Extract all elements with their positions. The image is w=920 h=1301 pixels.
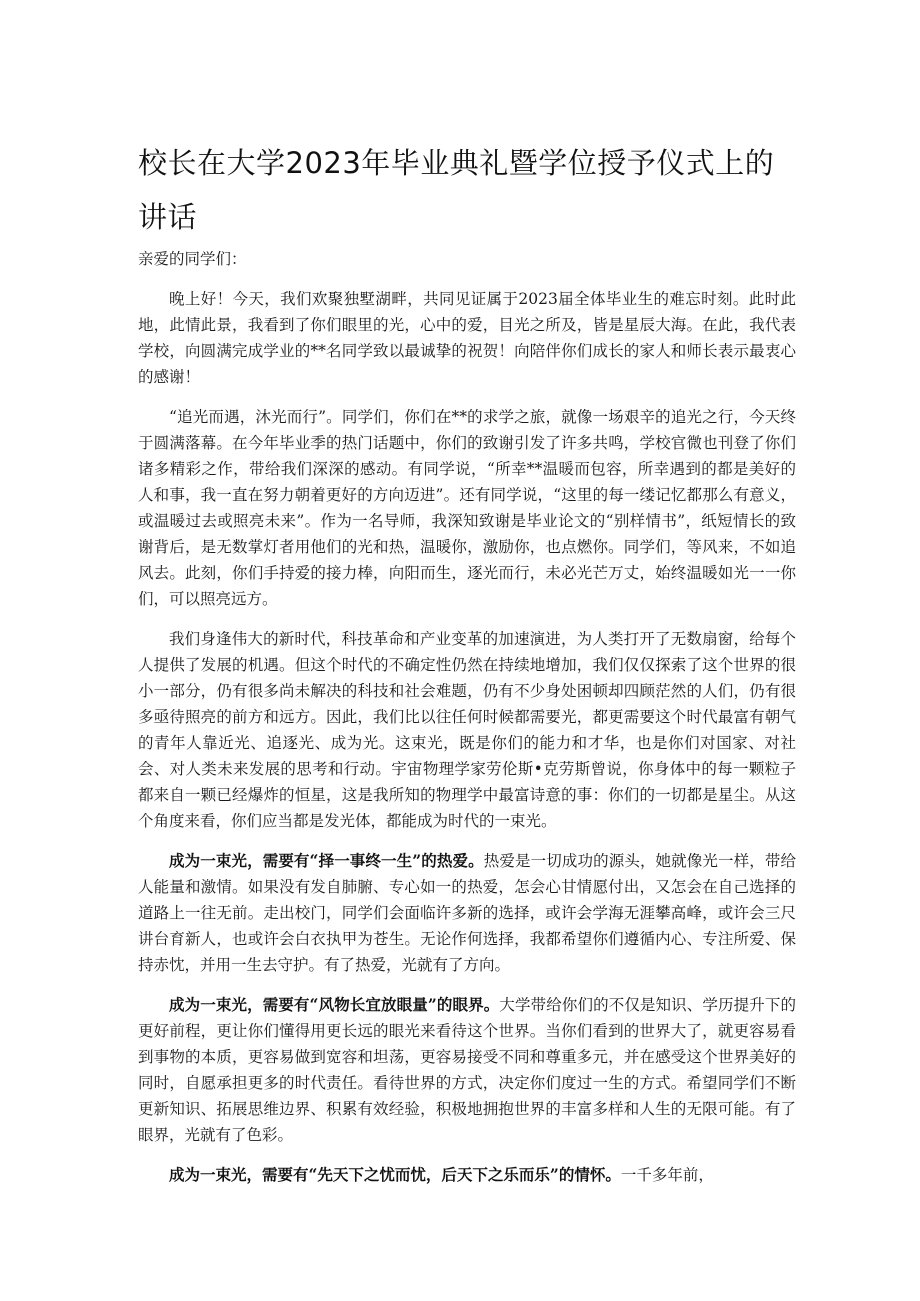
paragraph-text: 我们身逢伟大的新时代，科技革命和产业变革的加速演进，为人类打开了无数扇窗，给每个人提供了发展的机遇。但这个时代的不确定性仍然在持续地增加，我们仅仅探索了这个世界的很小一部分，仍有很多尚未解决的科技和社会难题，仍有不少身处困顿却四顾茫然的人们，仍有很多亟待照亮的前方和远方。因此，我们比以往任何时候都需要光，都更需要这个时代最富有朝气的青年人靠近光、追逐光、成为光。这束光，既是你们的能力和才华，也是你们对国家、对社会、对人类未来发展的思考和行动。宇宙物理学家劳伦斯•克劳斯曾说，你身体中的每一颗粒子都来自一颗已经爆炸的恒星，这是我所知的物理学中最富诗意的事：你们的一切都是星尘。从这个角度来看，你们应当都是发光体，都能成为时代的一束光。 (138, 630, 796, 830)
paragraph-4 (138, 848, 796, 978)
paragraph-text: 一千多年前， (620, 1166, 714, 1184)
salutation: 亲爱的同学们： (138, 250, 247, 268)
paragraph-text: 晚上好！今天，我们欢聚独墅湖畔，共同见证属于2023届全体毕业生的难忘时刻。此时此地，此情此景，我看到了你们眼里的光，心中的爱，目光之所及，皆是星辰大海。在此，我代表学校，向圆满完成学业的**名同学致以最诚挚的祝贺！向陪伴你们成长的家人和师长表示最衷心的感谢！ (138, 290, 796, 386)
paragraph-5 (138, 992, 796, 1148)
paragraph-lead: 成为一束光，需要有“风物长宜放眼量”的眼界。 (169, 995, 500, 1014)
page-title: 校长在大学2023年毕业典礼暨学位授予仪式上的讲话 (138, 146, 775, 234)
paragraph-1 (138, 286, 796, 390)
document-body (138, 246, 796, 1202)
paragraph-text: 热爱是一切成功的源头，她就像光一样，带给人能量和激情。如果没有发自肺腑、专心如一的热爱，怎会心甘情愿付出，又怎会在自己选择的道路上一往无前。走出校门，同学们会面临许多新的选择，或许会学海无涯攀高峰，或许会三尺讲台育新人，也或许会白衣执甲为苍生。无论作何选择，我都希望你们遵循内心、专注所爱、保持赤忱，并用一生去守护。有了热爱，光就有了方向。 (138, 852, 796, 974)
paragraph-text: 大学带给你们的不仅是知识、学历提升下的更好前程，更让你们懂得用更长远的眼光来看待这个世界。当你们看到的世界大了，就更容易看到事物的本质，更容易做到宽容和坦荡，更容易接受不同和尊重多元，并在感受这个世界美好的同时，自愿承担更多的时代责任。看待世界的方式，决定你们度过一生的方式。希望同学们不断更新知识、拓展思维边界、积累有效经验，积极地拥抱世界的丰富多样和人生的无限可能。有了眼界，光就有了色彩。 (138, 996, 796, 1144)
paragraph-text: “追光而遇，沐光而行”。同学们，你们在**的求学之旅，就像一场艰辛的追光之行，今天终于圆满落幕。在今年毕业季的热门话题中，你们的致谢引发了许多共鸣，学校官微也刊登了你们诸多精彩之作，带给我们深深的感动。有同学说，“所幸**温暖而包容，所幸遇到的都是美好的人和事，我一直在努力朝着更好的方向迈进”。还有同学说，“这里的每一缕记忆都那么有意义，或温暖过去或照亮未来”。作为一名导师，我深知致谢是毕业论文的“别样情书”，纸短情长的致谢背后，是无数掌灯者用他们的光和热，温暖你，激励你，也点燃你。同学们，等风来，不如追风去。此刻，你们手持爱的接力棒，向阳而生，逐光而行，未必光芒万丈，始终温暖如光一一你们，可以照亮远方。 (138, 408, 796, 608)
paragraph-lead: 成为一束光，需要有“择一事终一生”的热爱。 (169, 851, 484, 870)
paragraph-2 (138, 404, 796, 612)
paragraph-6 (138, 1162, 796, 1188)
paragraph-lead: 成为一束光，需要有“先天下之忧而忧，后天下之乐而乐”的情怀。 (169, 1165, 621, 1184)
paragraph-3 (138, 626, 796, 834)
